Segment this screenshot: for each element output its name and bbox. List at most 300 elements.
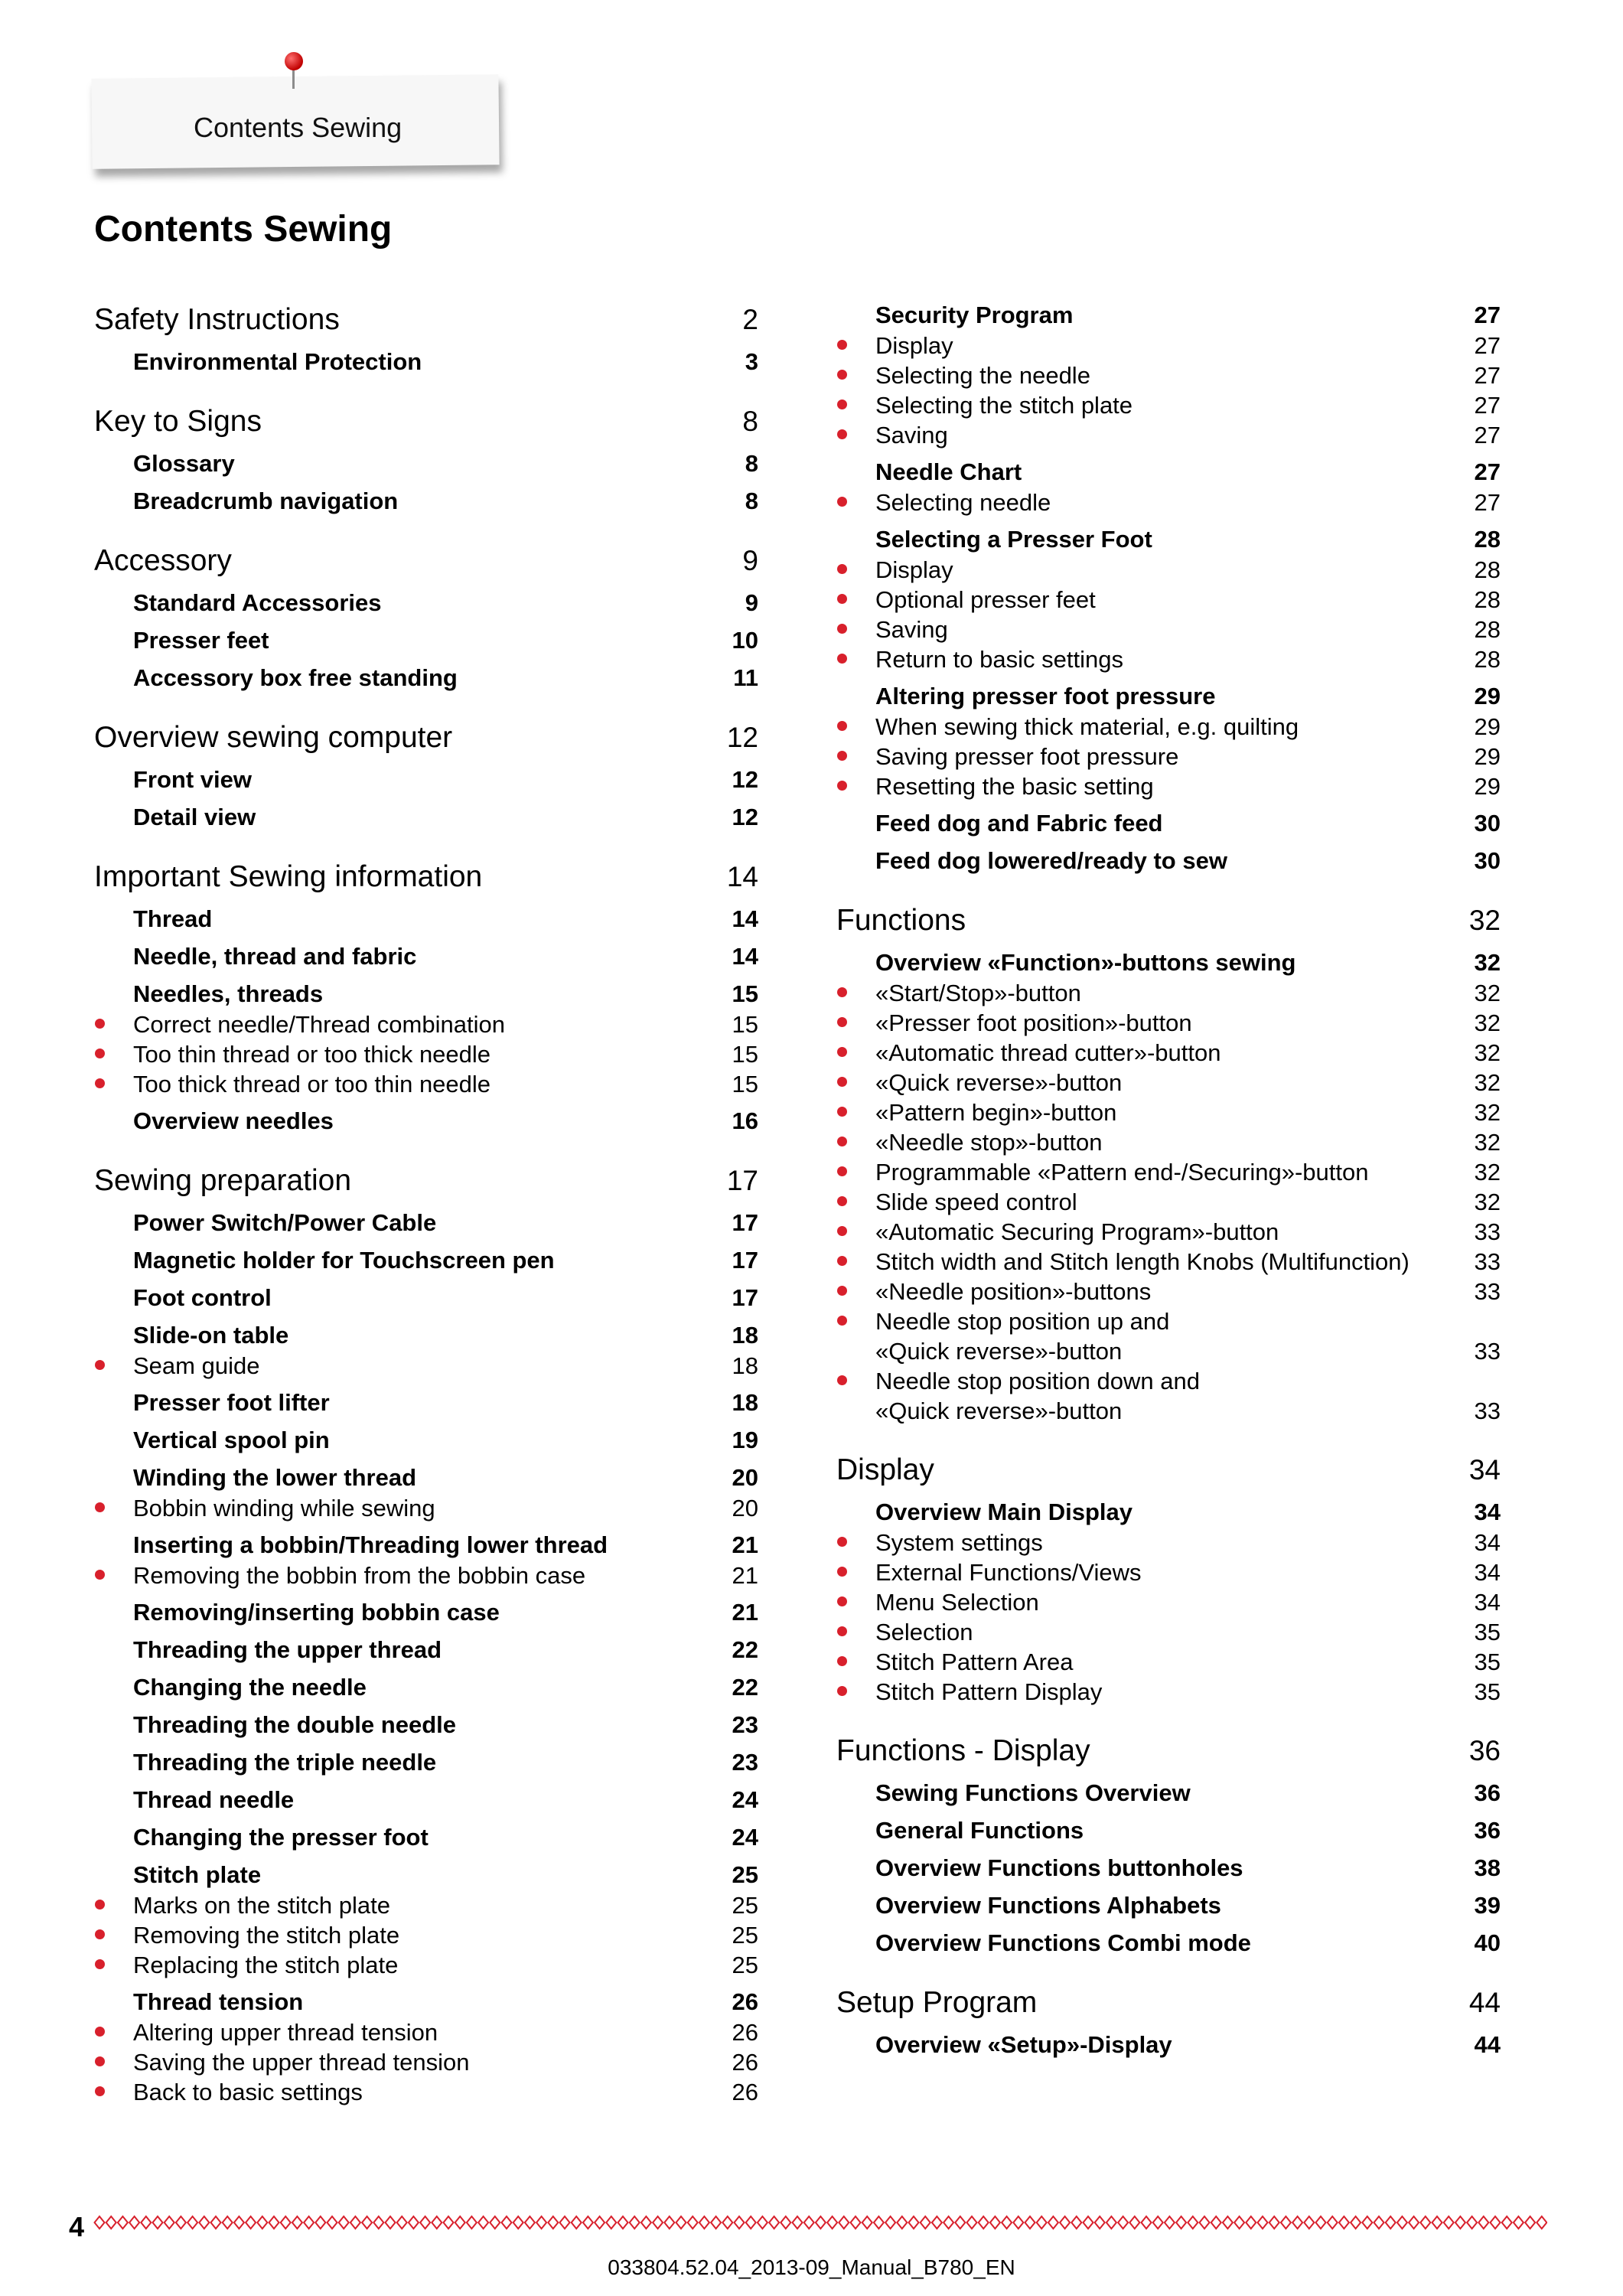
- toc-chapter[interactable]: [94, 857, 758, 897]
- band-diamond: [1420, 2216, 1430, 2229]
- band-diamond: [1478, 2216, 1488, 2229]
- toc-section[interactable]: [836, 1497, 1501, 1528]
- band-diamond: [1409, 2216, 1419, 2229]
- bullet-icon: [837, 751, 847, 761]
- toc-bullet-item[interactable]: [836, 771, 1501, 801]
- band-diamond: [1153, 2216, 1163, 2229]
- bullet-icon: [95, 2056, 105, 2066]
- toc-section[interactable]: [94, 1860, 758, 1890]
- toc-bullet-item[interactable]: [94, 2077, 758, 2107]
- toc-section[interactable]: [94, 1710, 758, 1740]
- toc-bullet-item[interactable]: [836, 585, 1501, 615]
- toc-section[interactable]: [836, 2030, 1501, 2060]
- toc-chapter[interactable]: [836, 1450, 1501, 1490]
- band-diamond: [1084, 2216, 1093, 2229]
- band-diamond: [1118, 2216, 1128, 2229]
- toc-entry-label: Foot control: [133, 1284, 272, 1311]
- toc-entry-page: 44: [1474, 2031, 1501, 2058]
- band-diamond: [1386, 2216, 1396, 2229]
- band-diamond: [478, 2216, 488, 2229]
- toc-entry-label: Selection: [875, 1619, 973, 1645]
- toc-entry-page: 12: [732, 804, 758, 830]
- toc-bullet-item[interactable]: [94, 1950, 758, 1980]
- toc-section[interactable]: [94, 802, 758, 833]
- bullet-icon: [837, 654, 847, 664]
- toc-section[interactable]: [94, 663, 758, 693]
- band-diamond: [1514, 2216, 1524, 2229]
- toc-entry-label: Front view: [133, 766, 253, 793]
- toc-bullet-item[interactable]: [836, 488, 1501, 517]
- toc-bullet-item[interactable]: [836, 1336, 1501, 1366]
- toc-section[interactable]: [94, 765, 758, 795]
- band-diamond: [583, 2216, 593, 2229]
- toc-entry-page: 36: [1468, 1735, 1501, 1766]
- toc-left-column: [94, 300, 758, 2107]
- band-diamond: [502, 2216, 512, 2229]
- band-diamond: [1211, 2216, 1221, 2229]
- toc-section[interactable]: [94, 1425, 758, 1456]
- bullet-icon: [837, 1137, 847, 1146]
- bullet-icon: [95, 1049, 105, 1058]
- toc-entry-page: 21: [732, 1531, 758, 1558]
- toc-bullet-item[interactable]: [836, 1187, 1501, 1217]
- toc-entry-page: 32: [1474, 1069, 1501, 1096]
- toc-entry-page: 32: [1474, 1129, 1501, 1156]
- band-diamond: [943, 2216, 953, 2229]
- toc-bullet-item[interactable]: [94, 2017, 758, 2047]
- toc-entry-label: Slide speed control: [875, 1189, 1077, 1215]
- toc-entry-page: 8: [745, 450, 758, 477]
- band-diamond: [165, 2216, 174, 2229]
- band-diamond: [1525, 2216, 1535, 2229]
- toc-entry-label: Overview Functions Alphabets: [875, 1892, 1221, 1919]
- toc-entry-page: 29: [1474, 713, 1501, 740]
- band-diamond: [688, 2216, 698, 2229]
- band-diamond: [257, 2216, 267, 2229]
- band-diamond: [1537, 2216, 1546, 2229]
- toc-bullet-item[interactable]: [836, 1677, 1501, 1707]
- toc-bullet-item[interactable]: [836, 331, 1501, 360]
- toc-entry-label: Marks on the stitch plate: [133, 1892, 390, 1919]
- toc-entry-label: Saving the upper thread tension: [133, 2049, 470, 2076]
- pin-needle: [292, 67, 295, 89]
- toc-entry-label: Too thick thread or too thin needle: [133, 1071, 491, 1097]
- toc-entry-label: Needle stop position down and: [875, 1368, 1200, 1394]
- band-diamond: [420, 2216, 430, 2229]
- toc-entry-label: Feed dog lowered/ready to sew: [875, 847, 1227, 874]
- toc-chapter[interactable]: [836, 1731, 1501, 1771]
- toc-chapter[interactable]: [94, 541, 758, 581]
- toc-section[interactable]: [836, 846, 1501, 876]
- toc-entry-page: 34: [1474, 1499, 1501, 1525]
- band-diamond: [1002, 2216, 1012, 2229]
- toc-section[interactable]: [94, 625, 758, 656]
- band-diamond: [1467, 2216, 1477, 2229]
- toc-entry-page: 24: [732, 1786, 758, 1813]
- band-diamond: [781, 2216, 790, 2229]
- toc-entry-page: 33: [1474, 1218, 1501, 1245]
- band-diamond: [862, 2216, 872, 2229]
- toc-entry-label: Saving: [875, 616, 948, 643]
- toc-bullet-item[interactable]: [836, 1528, 1501, 1557]
- band-diamond: [455, 2216, 465, 2229]
- toc-entry-page: 33: [1474, 1248, 1501, 1275]
- toc-entry-page: 33: [1474, 1397, 1501, 1424]
- toc-entry-label: Safety Instructions: [94, 303, 340, 336]
- toc-bullet-item[interactable]: [836, 555, 1501, 585]
- toc-bullet-item[interactable]: [836, 1038, 1501, 1068]
- band-diamond: [234, 2216, 244, 2229]
- toc-section[interactable]: [836, 1778, 1501, 1808]
- toc-entry-label: Power Switch/Power Cable: [133, 1209, 437, 1236]
- toc-section[interactable]: [836, 1853, 1501, 1883]
- toc-section[interactable]: [94, 941, 758, 972]
- toc-bullet-item[interactable]: [836, 1396, 1501, 1426]
- toc-entry-page: 34: [1474, 1589, 1501, 1616]
- toc-entry-page: 32: [1474, 1159, 1501, 1186]
- bullet-icon: [95, 2086, 105, 2096]
- toc-entry-page: 35: [1474, 1678, 1501, 1705]
- toc-bullet-item[interactable]: [836, 1647, 1501, 1677]
- toc-section[interactable]: [94, 1208, 758, 1238]
- toc-bullet-item[interactable]: [836, 420, 1501, 450]
- band-diamond: [350, 2216, 360, 2229]
- toc-entry-page: 23: [732, 1749, 758, 1776]
- bullet-icon: [95, 1570, 105, 1580]
- toc-entry-page: 21: [732, 1562, 758, 1589]
- band-diamond: [1339, 2216, 1349, 2229]
- band-diamond: [758, 2216, 768, 2229]
- toc-bullet-item[interactable]: [836, 1247, 1501, 1277]
- band-diamond: [664, 2216, 674, 2229]
- toc-entry-label: Menu Selection: [875, 1589, 1039, 1616]
- toc-entry-label: Overview Functions buttonholes: [875, 1854, 1243, 1881]
- toc-bullet-item[interactable]: [94, 1039, 758, 1069]
- toc-chapter[interactable]: [94, 402, 758, 442]
- toc-entry-label: Needle, thread and fabric: [133, 943, 417, 970]
- toc-entry-label: Important Sewing information: [94, 860, 483, 893]
- band-diamond: [1165, 2216, 1175, 2229]
- pushpin-icon: [285, 52, 303, 70]
- toc-bullet-item[interactable]: [836, 1217, 1501, 1247]
- toc-section[interactable]: [94, 1245, 758, 1276]
- toc-entry-page: 27: [1474, 392, 1501, 419]
- toc-entry-label: Functions - Display: [836, 1734, 1090, 1767]
- toc-section[interactable]: [94, 448, 758, 479]
- toc-bullet-item[interactable]: [836, 615, 1501, 644]
- toc-section[interactable]: [94, 1597, 758, 1628]
- toc-entry-label: Overview «Function»-buttons sewing: [875, 949, 1296, 976]
- toc-entry-label: General Functions: [875, 1817, 1084, 1844]
- toc-entry-label: «Quick reverse»-button: [875, 1397, 1123, 1424]
- toc-entry-label: Magnetic holder for Touchscreen pen: [133, 1247, 555, 1274]
- toc-bullet-item[interactable]: [94, 2047, 758, 2077]
- toc-entry-page: 16: [732, 1107, 758, 1134]
- toc-bullet-item[interactable]: [836, 1557, 1501, 1587]
- toc-bullet-item[interactable]: [836, 1306, 1501, 1336]
- toc-entry-page: 35: [1474, 1619, 1501, 1645]
- toc-entry-page: 30: [1474, 810, 1501, 837]
- toc-entry-label: Removing/inserting bobbin case: [133, 1599, 500, 1626]
- toc-chapter[interactable]: [836, 1983, 1501, 2023]
- band-diamond: [1142, 2216, 1152, 2229]
- toc-bullet-item[interactable]: [94, 1561, 758, 1590]
- band-diamond: [1258, 2216, 1268, 2229]
- band-diamond: [874, 2216, 884, 2229]
- toc-bullet-item[interactable]: [836, 1068, 1501, 1097]
- band-diamond: [281, 2216, 291, 2229]
- toc-entry-label: Display: [875, 332, 953, 359]
- band-diamond: [176, 2216, 186, 2229]
- bullet-icon: [837, 594, 847, 604]
- toc-entry-label: Needle Chart: [875, 458, 1022, 485]
- toc-entry-page: 22: [732, 1636, 758, 1663]
- toc-bullet-item[interactable]: [836, 1366, 1501, 1396]
- toc-entry-page: 27: [1474, 489, 1501, 516]
- toc-section[interactable]: [94, 1388, 758, 1418]
- bullet-icon: [837, 1256, 847, 1266]
- toc-bullet-item[interactable]: [94, 1890, 758, 1920]
- bullet-icon: [95, 1360, 105, 1370]
- toc-entry-label: «Automatic thread cutter»-button: [875, 1039, 1221, 1066]
- toc-bullet-item[interactable]: [836, 712, 1501, 742]
- toc-chapter[interactable]: [836, 901, 1501, 941]
- bullet-icon: [837, 564, 847, 574]
- band-diamond: [223, 2216, 233, 2229]
- toc-entry-page: 12: [726, 722, 758, 753]
- toc-entry-label: When sewing thick material, e.g. quilting: [875, 713, 1299, 740]
- band-diamond: [653, 2216, 663, 2229]
- toc-entry-label: Key to Signs: [94, 405, 262, 438]
- toc-section[interactable]: [836, 681, 1501, 712]
- band-diamond: [1129, 2216, 1139, 2229]
- toc-entry-page: 15: [732, 980, 758, 1007]
- bullet-icon: [837, 1316, 847, 1326]
- toc-entry-label: Sewing preparation: [94, 1164, 352, 1197]
- band-diamond: [1025, 2216, 1035, 2229]
- band-diamond: [1444, 2216, 1454, 2229]
- bullet-icon: [837, 400, 847, 409]
- toc-section[interactable]: [94, 1785, 758, 1815]
- toc-entry-page: 2: [742, 304, 758, 335]
- toc-entry-page: 27: [1474, 362, 1501, 389]
- band-diamond: [118, 2216, 128, 2229]
- band-diamond: [630, 2216, 640, 2229]
- band-diamond: [1200, 2216, 1210, 2229]
- band-diamond: [1455, 2216, 1465, 2229]
- toc-entry-page: 14: [732, 943, 758, 970]
- band-diamond: [1060, 2216, 1070, 2229]
- bullet-icon: [95, 1502, 105, 1512]
- toc-entry-page: 29: [1474, 743, 1501, 770]
- toc-chapter[interactable]: [94, 300, 758, 340]
- band-diamond: [1491, 2216, 1501, 2229]
- band-diamond: [816, 2216, 826, 2229]
- band-diamond: [827, 2216, 837, 2229]
- toc-entry-page: 21: [732, 1599, 758, 1626]
- toc-entry-label: Thread needle: [133, 1786, 295, 1813]
- toc-section[interactable]: [836, 808, 1501, 839]
- toc-entry-label: System settings: [875, 1529, 1043, 1556]
- band-diamond: [409, 2216, 419, 2229]
- toc-entry-page: 32: [1474, 1039, 1501, 1066]
- toc-chapter[interactable]: [94, 1161, 758, 1201]
- toc-entry-page: 35: [1474, 1649, 1501, 1675]
- toc-section[interactable]: [94, 1320, 758, 1351]
- toc-section[interactable]: [94, 1672, 758, 1703]
- toc-entry-label: «Presser foot position»-button: [875, 1009, 1192, 1036]
- toc-entry-label: Sewing Functions Overview: [875, 1779, 1191, 1806]
- toc-entry-page: 22: [732, 1674, 758, 1701]
- toc-bullet-item[interactable]: [94, 1009, 758, 1039]
- toc-entry-label: Detail view: [133, 804, 256, 830]
- band-diamond: [1071, 2216, 1081, 2229]
- toc-section[interactable]: [94, 588, 758, 618]
- toc-bullet-item[interactable]: [836, 1277, 1501, 1306]
- toc-section[interactable]: [94, 347, 758, 377]
- toc-section[interactable]: [836, 1890, 1501, 1921]
- toc-bullet-item[interactable]: [94, 1069, 758, 1099]
- toc-section[interactable]: [836, 1815, 1501, 1846]
- toc-entry-label: Seam guide: [133, 1352, 260, 1379]
- toc-entry-page: 20: [732, 1495, 758, 1521]
- toc-bullet-item[interactable]: [836, 1008, 1501, 1038]
- toc-bullet-item[interactable]: [836, 1617, 1501, 1647]
- band-diamond: [1095, 2216, 1105, 2229]
- toc-entry-label: Thread tension: [133, 1988, 304, 2015]
- toc-bullet-item[interactable]: [836, 1157, 1501, 1187]
- band-diamond: [955, 2216, 965, 2229]
- toc-bullet-item[interactable]: [836, 1097, 1501, 1127]
- toc-section[interactable]: [836, 300, 1501, 331]
- band-diamond: [722, 2216, 732, 2229]
- toc-entry-label: Accessory box free standing: [133, 664, 458, 691]
- toc-entry-page: 8: [742, 406, 758, 437]
- toc-entry-label: Removing the bobbin from the bobbin case: [133, 1562, 586, 1589]
- toc-bullet-item[interactable]: [836, 978, 1501, 1008]
- toc-entry-label: Threading the upper thread: [133, 1636, 442, 1663]
- band-diamond: [211, 2216, 221, 2229]
- toc-bullet-item[interactable]: [836, 1587, 1501, 1617]
- toc-entry-page: 33: [1474, 1338, 1501, 1365]
- toc-section[interactable]: [94, 1747, 758, 1778]
- toc-section[interactable]: [94, 1822, 758, 1853]
- toc-entry-label: Feed dog and Fabric feed: [875, 810, 1163, 837]
- toc-section[interactable]: [94, 1463, 758, 1493]
- band-diamond: [1362, 2216, 1372, 2229]
- band-diamond: [328, 2216, 337, 2229]
- toc-entry-label: Overview sewing computer: [94, 721, 453, 754]
- toc-entry-label: «Pattern begin»-button: [875, 1099, 1117, 1126]
- toc-entry-label: «Quick reverse»-button: [875, 1069, 1123, 1096]
- toc-entry-label: Needle stop position up and: [875, 1308, 1170, 1335]
- bullet-icon: [837, 1596, 847, 1606]
- bullet-icon: [95, 2027, 105, 2037]
- toc-entry-page: 19: [732, 1427, 758, 1453]
- toc-bullet-item[interactable]: [836, 644, 1501, 674]
- toc-entry-page: 17: [732, 1247, 758, 1274]
- toc-bullet-item[interactable]: [94, 1920, 758, 1950]
- band-diamond: [979, 2216, 989, 2229]
- band-diamond: [129, 2216, 139, 2229]
- toc-entry-page: 28: [1474, 646, 1501, 673]
- toc-entry-page: 25: [732, 1892, 758, 1919]
- toc-section[interactable]: [94, 904, 758, 934]
- toc-bullet-item[interactable]: [94, 1493, 758, 1523]
- toc-entry-label: Back to basic settings: [133, 2079, 363, 2105]
- toc-section[interactable]: [94, 1106, 758, 1137]
- toc-entry-label: «Quick reverse»-button: [875, 1338, 1123, 1365]
- band-diamond: [1351, 2216, 1361, 2229]
- band-diamond: [1176, 2216, 1186, 2229]
- band-diamond: [746, 2216, 756, 2229]
- toc-section[interactable]: [94, 1635, 758, 1665]
- toc-entry-page: 26: [732, 2019, 758, 2046]
- toc-bullet-item[interactable]: [94, 1351, 758, 1381]
- toc-entry-label: Thread: [133, 905, 213, 932]
- toc-entry-label: Too thin thread or too thick needle: [133, 1041, 491, 1068]
- toc-section[interactable]: [94, 1987, 758, 2017]
- toc-entry-page: 34: [1474, 1559, 1501, 1586]
- toc-section[interactable]: [836, 524, 1501, 555]
- toc-section[interactable]: [94, 1283, 758, 1313]
- toc-entry-page: 34: [1468, 1454, 1501, 1486]
- toc-entry-page: 9: [742, 545, 758, 576]
- toc-entry-label: Needles, threads: [133, 980, 324, 1007]
- toc-entry-page: 14: [732, 905, 758, 932]
- footer-page-number: 4: [69, 2211, 85, 2242]
- toc-entry-page: 32: [1474, 949, 1501, 976]
- band-diamond: [386, 2216, 396, 2229]
- toc-entry-page: 27: [1474, 422, 1501, 448]
- toc-bullet-item[interactable]: [836, 360, 1501, 390]
- bullet-icon: [837, 1196, 847, 1206]
- bullet-icon: [837, 1686, 847, 1696]
- toc-section[interactable]: [94, 1530, 758, 1561]
- toc-section[interactable]: [836, 1928, 1501, 1958]
- bullet-icon: [95, 1078, 105, 1088]
- toc-entry-label: Return to basic settings: [875, 646, 1123, 673]
- toc-entry-label: Display: [875, 556, 953, 583]
- toc-entry-label: «Automatic Securing Program»-button: [875, 1218, 1279, 1245]
- band-diamond: [1246, 2216, 1256, 2229]
- band-diamond: [246, 2216, 256, 2229]
- toc-section[interactable]: [836, 947, 1501, 978]
- band-diamond: [432, 2216, 442, 2229]
- toc-section[interactable]: [94, 486, 758, 517]
- band-diamond: [921, 2216, 930, 2229]
- band-diamond: [1234, 2216, 1244, 2229]
- toc-entry-page: 32: [1474, 1189, 1501, 1215]
- toc-section[interactable]: [836, 457, 1501, 488]
- bullet-icon: [837, 1107, 847, 1117]
- toc-bullet-item[interactable]: [836, 390, 1501, 420]
- toc-entry-label: Standard Accessories: [133, 589, 382, 616]
- band-diamond: [618, 2216, 628, 2229]
- bullet-icon: [837, 624, 847, 634]
- band-diamond: [735, 2216, 745, 2229]
- toc-chapter[interactable]: [94, 718, 758, 758]
- bullet-icon: [837, 1375, 847, 1385]
- band-diamond: [199, 2216, 209, 2229]
- bullet-icon: [837, 429, 847, 439]
- toc-bullet-item[interactable]: [836, 742, 1501, 771]
- bullet-icon: [837, 1166, 847, 1176]
- toc-section[interactable]: [94, 979, 758, 1009]
- band-diamond: [1048, 2216, 1058, 2229]
- toc-bullet-item[interactable]: [836, 1127, 1501, 1157]
- toc-entry-page: 18: [732, 1389, 758, 1416]
